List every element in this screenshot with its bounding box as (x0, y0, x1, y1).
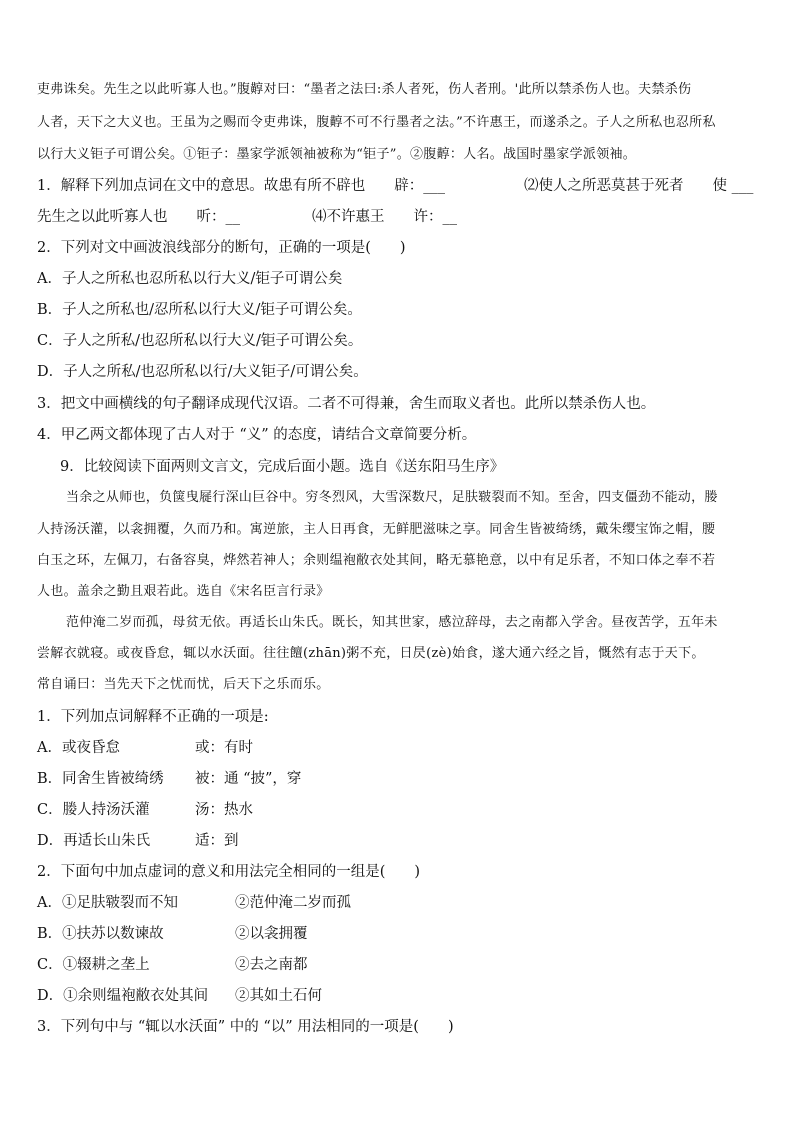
s9-q1-option-c: C．媵人持汤沃灌 (37, 802, 150, 818)
s9-q2-option-b-1: B．①扶苏以数谏故 (37, 926, 164, 942)
s9-q1-gloss-c: 汤：热水 (195, 802, 253, 818)
q3-stem: 3．把文中画横线的句子翻译成现代汉语。二者不可得兼，舍生而取义者也。此所以禁杀伤人也。 (37, 396, 656, 412)
passage-a-line3: 白玉之环，左佩刀，右备容臭，烨然若神人；余则缊袍敝衣处其间，略无慕艳意，以中有足乐者，不知口体之奉不若 (37, 553, 716, 568)
s9-q3-stem: 3．下列句中与 “辄以水沃面” 中的 “以” 用法相同的一项是( ) (37, 1019, 454, 1035)
s9-q1-option-a: A．或夜昏怠 (37, 740, 120, 756)
s9-q2-option-d-1: D．①余则缊袍敝衣处其间 (37, 988, 209, 1004)
q4-stem: 4．甲乙两文都体现了古人对于 “义” 的态度，请结合文章简要分析。 (37, 427, 477, 443)
section9-heading: 9．比较阅读下面两则文言文，完成后面小题。选自《送东阳马生序》 (60, 459, 505, 475)
q2-option-d: D．子人之所私/也忍所私以行/大义钜子/可谓公矣。 (37, 364, 368, 380)
s9-q1-option-b: B．同舍生皆被绮绣 (37, 771, 164, 787)
q2-option-b: B．子人之所私也/忍所私以行大义/钜子可谓公矣。 (37, 302, 362, 318)
passage-b-line2: 尝解衣就寝。或夜昏怠，辄以水沃面。往往饘(zhān)粥不充，日昃(zè)始食，遂大通六经之旨，慨然有志于天下。 (37, 646, 705, 661)
passage-b-line1: 范仲淹二岁而孤，母贫无依。再适长山朱氏。既长，知其世家，感泣辞母，去之南都入学舍。昼夜苦学，五年未 (66, 615, 718, 630)
s9-q1-option-d: D．再适长山朱氏 (37, 833, 151, 849)
passage-a-line4: 人也。盖余之勤且艰若此。选自《宋名臣言行录》 (37, 584, 330, 599)
passage-a-line1: 当余之从师也，负箧曳屣行深山巨谷中。穷冬烈风，大雪深数尺，足肤皲裂而不知。至舍，四支僵劲不能动，媵 (66, 490, 718, 505)
s9-q1-gloss-a: 或：有时 (195, 740, 253, 756)
s9-q2-option-a-1: A．①足肤皲裂而不知 (37, 895, 178, 911)
q2-option-a: A．子人之所私也忍所私以行大义/钜子可谓公矣 (37, 271, 343, 287)
q2-stem: 2．下列对文中画波浪线部分的断句，正确的一项是( ) (37, 240, 406, 256)
passage1-line2: 人者，天下之大义也。王虽为之赐而令吏弗诛，腹䵍不可不行墨者之法。”不许惠王，而遂杀之。子人之所私也忍所私 (37, 115, 716, 130)
passage1-line1: 吏弗诛矣。先生之以此听寡人也。”腹䵍对曰：“墨者之法曰:杀人者死，伤人者刑。'此所以禁杀伤人也。夫禁杀伤 (37, 82, 692, 97)
s9-q2-stem: 2．下面句中加点虚词的意义和用法完全相同的一组是( ) (37, 864, 421, 880)
passage-b-line3: 常自诵曰：当先天下之忧而忧，后天下之乐而乐。 (37, 677, 330, 692)
s9-q2-option-c-1: C．①辍耕之垄上 (37, 957, 150, 973)
s9-q1-stem: 1．下列加点词解释不正确的一项是: (37, 709, 269, 725)
s9-q2-option-b-2: ②以衾拥覆 (235, 926, 308, 942)
q1-item2: ⑵使人之所恶莫甚于死者 使 ___ (524, 178, 754, 194)
s9-q2-option-a-2: ②范仲淹二岁而孤 (235, 895, 351, 911)
q2-option-c: C．子人之所私/也忍所私以行大义/钜子可谓公矣。 (37, 333, 363, 349)
passage1-line3: 以行大义钜子可谓公矣。①钜子：墨家学派领袖被称为“钜子”。②腹䵍：人名。战国时墨家学派领袖。 (37, 147, 637, 162)
q1-item4: ⑷不许惠王 许：__ (312, 209, 457, 225)
s9-q2-option-c-2: ②去之南都 (235, 957, 308, 973)
s9-q1-gloss-b: 被：通 “披”，穿 (195, 771, 302, 787)
s9-q1-gloss-d: 适：到 (195, 833, 239, 849)
s9-q2-option-d-2: ②其如土石何 (235, 988, 322, 1004)
passage-a-line2: 人持汤沃灌，以衾拥覆，久而乃和。寓逆旅，主人日再食，无鲜肥滋味之享。同舍生皆被绮绣，戴朱缨宝饰之帽，腰 (37, 522, 716, 537)
q1-item3: 先生之以此听寡人也 听：__ (37, 209, 240, 225)
q1-stem: 1．解释下列加点词在文中的意思。故患有所不辟也 辟：___ (37, 178, 445, 194)
